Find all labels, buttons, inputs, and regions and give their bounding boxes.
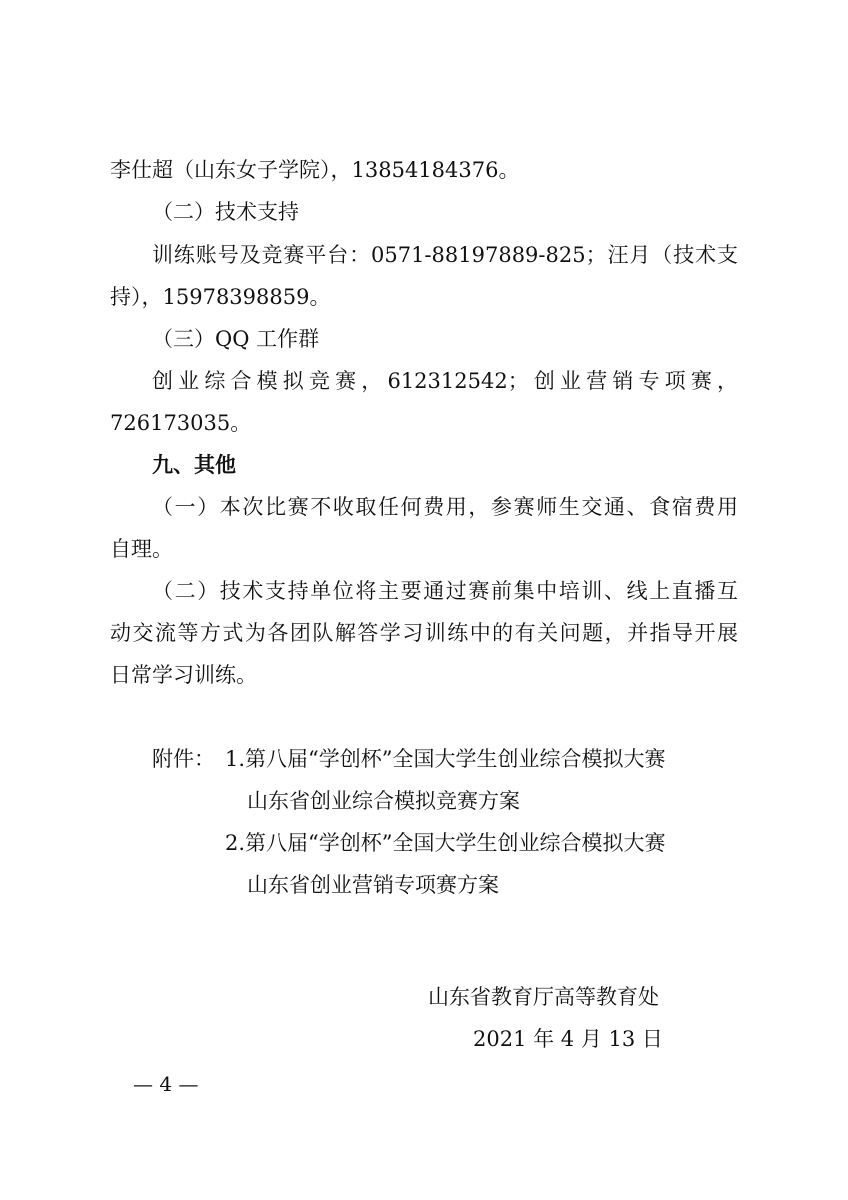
paragraph-line: （一）本次比赛不收取任何费用，参赛师生交通、食宿费用 bbox=[152, 495, 738, 519]
attachment-item-1-continued: 山东省创业综合模拟竞赛方案 bbox=[247, 789, 520, 813]
attachment-item-2: 2.第八届“学创杯”全国大学生创业综合模拟大赛 bbox=[225, 831, 666, 855]
section-heading-tech-support: （二）技术支持 bbox=[152, 200, 299, 224]
signature-date: 2021 年 4 月 13 日 bbox=[473, 1027, 663, 1051]
attachment-item-1: 1.第八届“学创杯”全国大学生创业综合模拟大赛 bbox=[225, 747, 666, 771]
section-heading-other: 九、其他 bbox=[152, 452, 236, 477]
attachment-item-2-continued: 山东省创业营销专项赛方案 bbox=[247, 873, 499, 897]
paragraph-line: 自理。 bbox=[110, 537, 173, 561]
signature-org: 山东省教育厅高等教育处 bbox=[428, 985, 659, 1009]
paragraph-line: 726173035。 bbox=[110, 411, 252, 435]
attachments-label: 附件： bbox=[152, 747, 215, 771]
paragraph-line: 训练账号及竞赛平台：0571-88197889-825；汪月（技术支 bbox=[152, 243, 738, 267]
paragraph-line: 动交流等方式为各团队解答学习训练中的有关问题，并指导开展 bbox=[110, 621, 738, 645]
paragraph-line: 创业综合模拟竞赛，612312542；创业营销专项赛， bbox=[152, 369, 738, 393]
paragraph-line: 日常学习训练。 bbox=[110, 663, 257, 687]
contact-line: 李仕超（山东女子学院），13854184376。 bbox=[110, 158, 520, 182]
paragraph-line: 持），15978398859。 bbox=[110, 285, 331, 309]
page-number: — 4 — bbox=[133, 1072, 199, 1096]
section-heading-qq-group: （三）QQ 工作群 bbox=[152, 327, 320, 351]
paragraph-line: （二）技术支持单位将主要通过赛前集中培训、线上直播互 bbox=[152, 579, 738, 603]
